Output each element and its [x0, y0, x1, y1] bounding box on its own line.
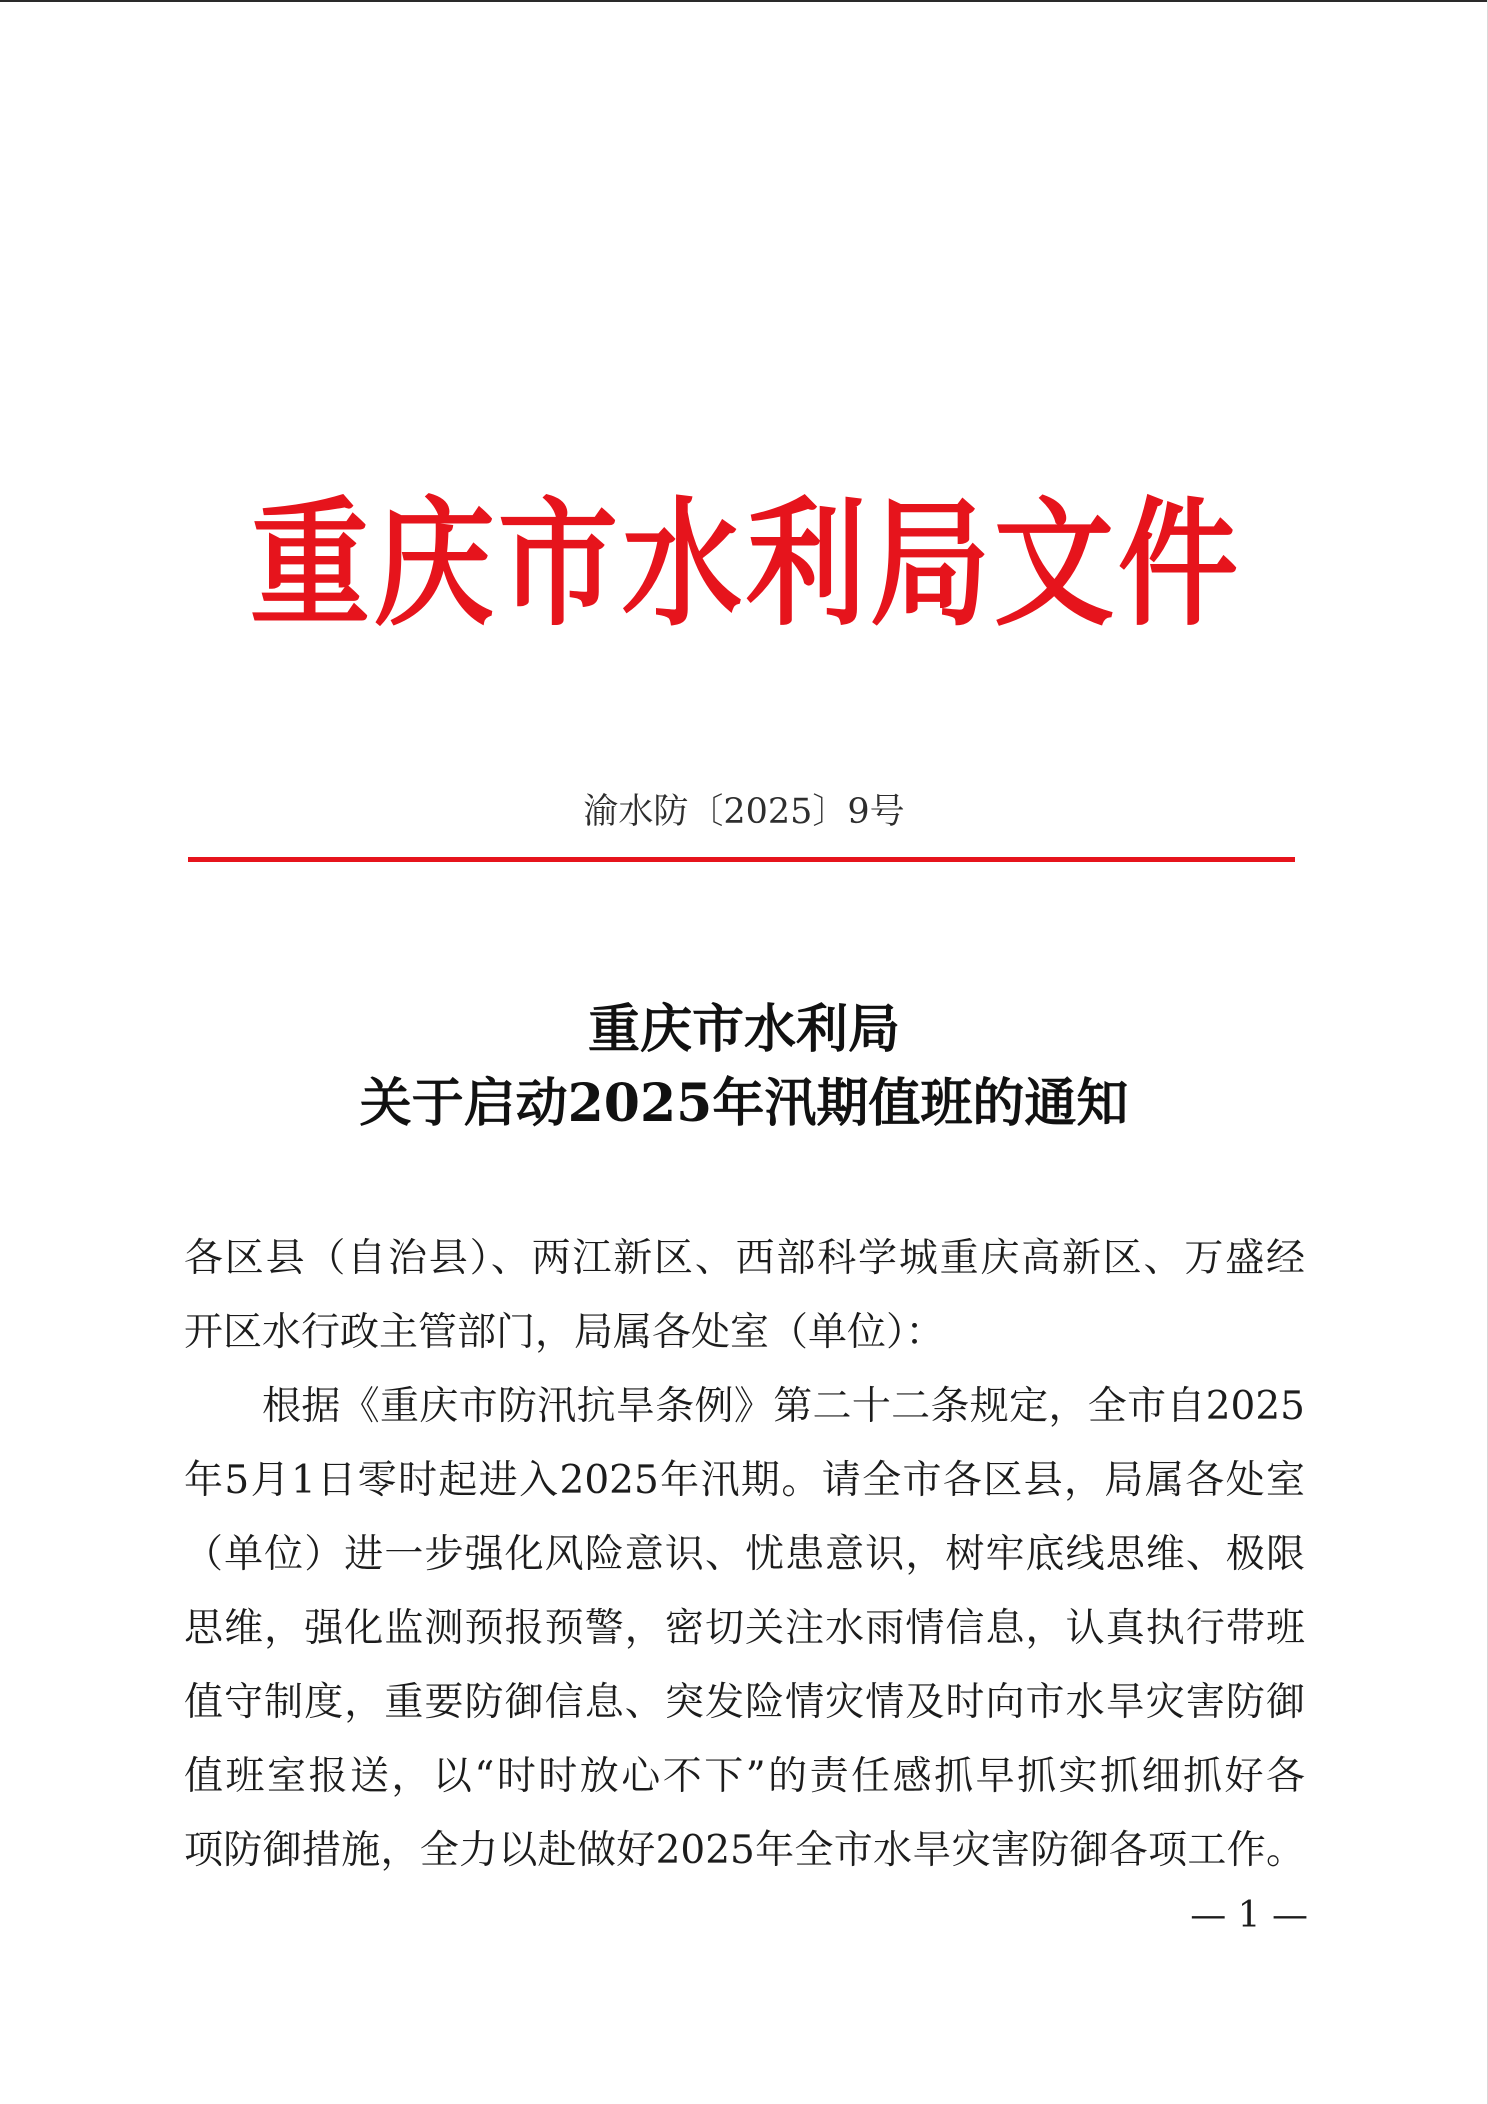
notice-title — [0, 993, 1488, 1141]
paragraph-line: 值班室报送，以“时时放心不下”的责任感抓早抓实抓细抓好各 — [184, 1754, 1305, 1799]
paragraph-line: 项防御措施，全力以赴做好2025年全市水旱灾害防御各项工作。 — [184, 1828, 1305, 1873]
paragraph-line: 年5月1日零时起进入2025年汛期。请全市各区县，局属各处室 — [184, 1458, 1305, 1503]
red-separator-rule — [188, 857, 1295, 862]
notice-title-line-2: 关于启动2025年汛期值班的通知 — [359, 1073, 1129, 1134]
notice-title-line-1: 重庆市水利局 — [587, 999, 900, 1060]
document-body — [184, 1222, 1305, 1888]
paragraph-line: 思维，强化监测预报预警，密切关注水雨情信息，认真执行带班 — [184, 1606, 1305, 1651]
issuing-authority-header: 重庆市水利局文件 — [250, 483, 1242, 646]
page-number: — 1 — — [1190, 1895, 1308, 1936]
paragraph-line: （单位）进一步强化风险意识、忧患意识，树牢底线思维、极限 — [184, 1532, 1305, 1577]
paragraph-line: 根据《重庆市防汛抗旱条例》第二十二条规定，全市自2025 — [262, 1384, 1305, 1429]
salutation-line: 开区水行政主管部门，局属各处室（单位）： — [184, 1310, 945, 1355]
document-number: 渝水防〔2025〕9号 — [583, 792, 905, 832]
salutation-line: 各区县（自治县）、两江新区、西部科学城重庆高新区、万盛经 — [184, 1236, 1305, 1281]
paragraph-line: 值守制度，重要防御信息、突发险情灾情及时向市水旱灾害防御 — [184, 1680, 1305, 1725]
page-top-edge — [0, 0, 1488, 2]
